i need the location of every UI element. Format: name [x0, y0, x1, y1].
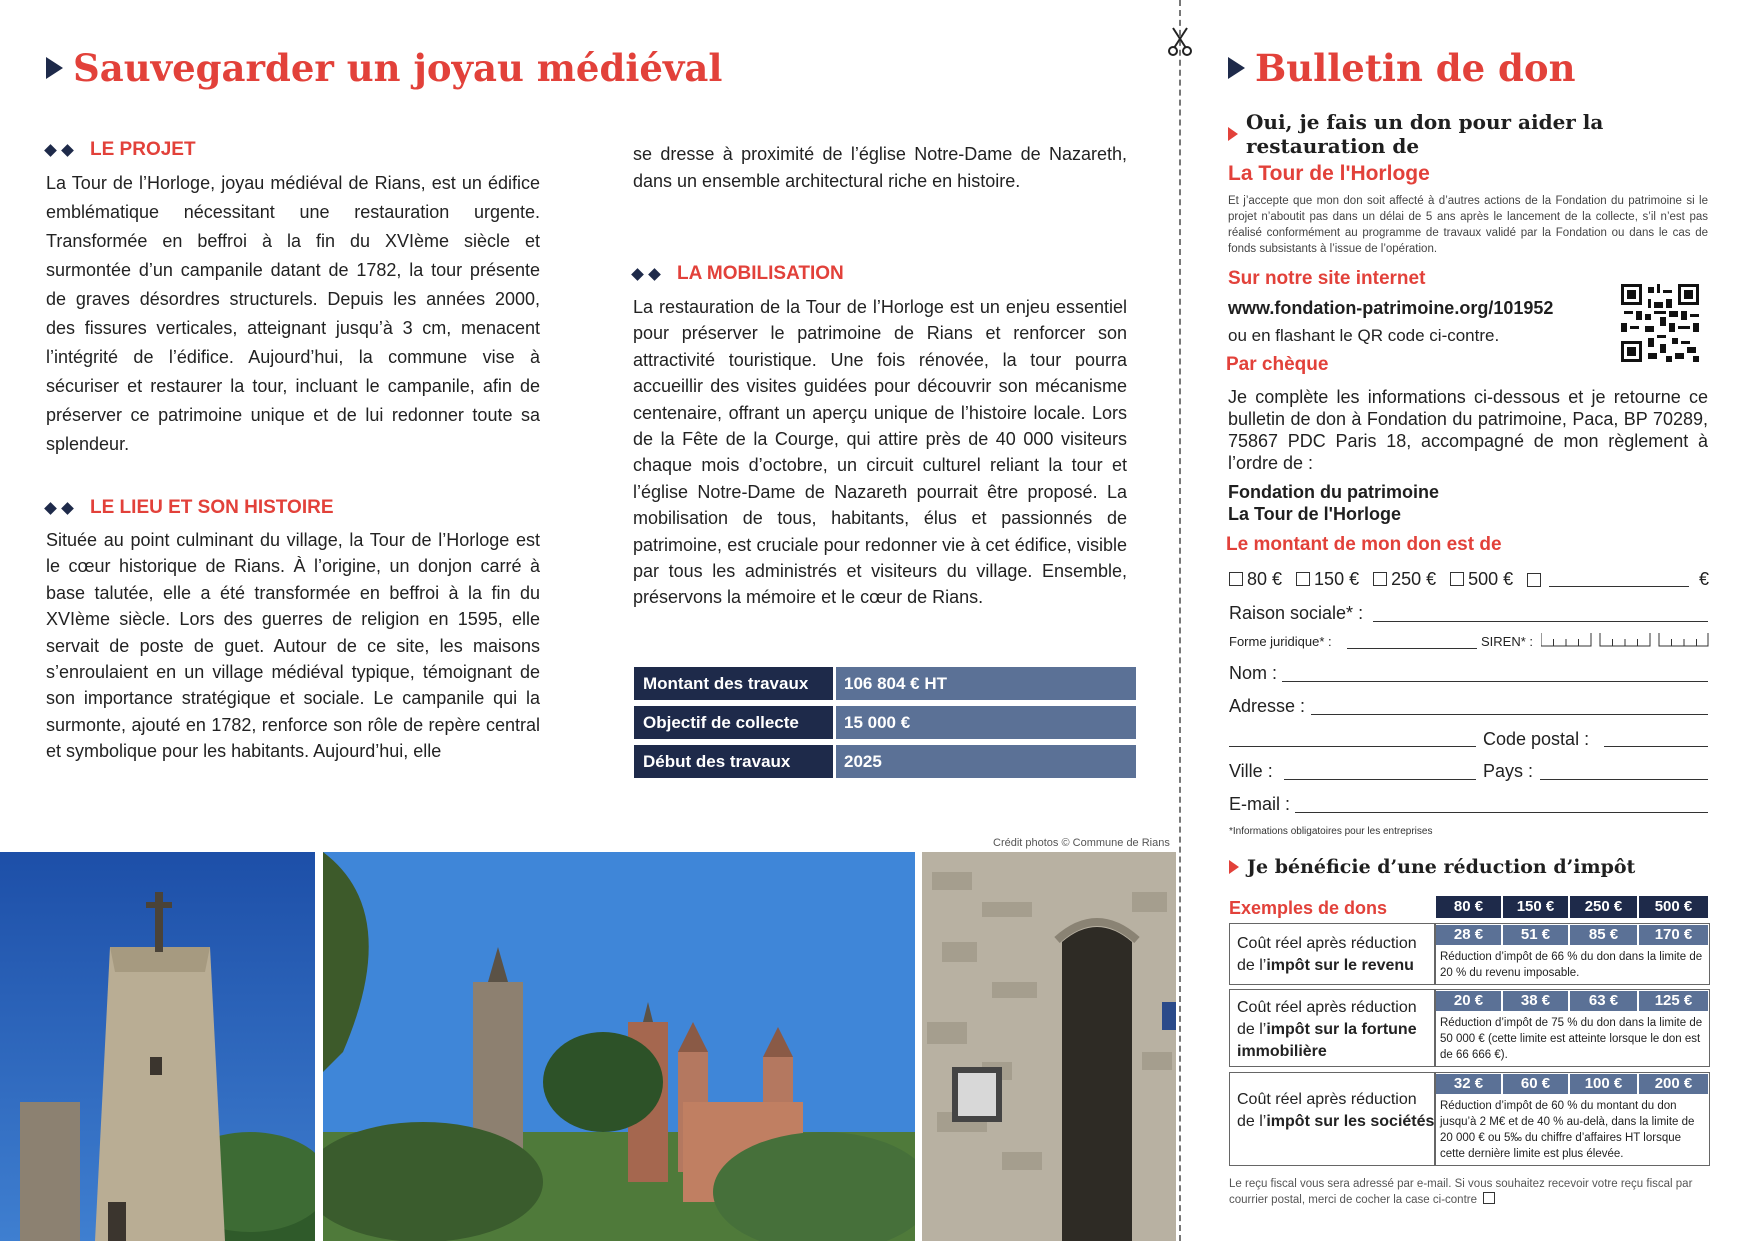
web-heading: Sur notre site internet [1228, 268, 1426, 289]
checkbox-icon[interactable] [1450, 572, 1464, 586]
tax-row-value: 60 € [1503, 1074, 1568, 1094]
tax-row-note: Réduction d’impôt de 66 % du don dans la limite de 20 % du revenu imposable. [1440, 951, 1703, 979]
tax-row-label: Coût réel après réduction de l’impôt sur la fortune immobilière [1237, 999, 1417, 1060]
tax-arrow-icon [1229, 860, 1239, 874]
title-arrow-icon [1228, 57, 1245, 79]
tax-row-value: 51 € [1503, 925, 1568, 945]
pays-field[interactable] [1540, 778, 1708, 780]
forme-label: Forme juridique* : [1229, 634, 1332, 649]
lieu-text-continuation: se dresse à proximité de l’église Notre-Dame de Nazareth, dans un ensemble architectural riche en histoire. [633, 144, 1127, 191]
tax-heading-block [1229, 856, 1635, 878]
pledge-arrow-icon [1228, 127, 1238, 141]
ville-field[interactable] [1284, 778, 1476, 780]
ville-label: Ville : [1229, 761, 1273, 781]
amount-options [1229, 569, 1709, 590]
checkbox-icon[interactable] [1229, 572, 1243, 586]
pays-label: Pays : [1483, 761, 1534, 781]
photo-village [323, 852, 915, 1241]
photo-credit: Crédit photos © Commune de Rians [993, 837, 1170, 849]
diamond-bullets-icon [46, 497, 80, 519]
payee-line-1: Fondation du patrimoine [1228, 482, 1439, 502]
examples-label: Exemples de dons [1229, 898, 1388, 918]
tax-row-note: Réduction d’impôt de 75 % du don dans la limite de 50 000 € (cette limite est atteinte lorsque le don est de 66 666 €). [1440, 1017, 1703, 1061]
tax-row-value: 38 € [1503, 991, 1568, 1011]
tax-row-value: 170 € [1639, 925, 1708, 945]
checkbox-icon[interactable] [1527, 573, 1541, 587]
siren-label: SIREN* : [1481, 634, 1534, 649]
scissors-icon [1167, 26, 1193, 56]
tax-row-value: 28 € [1436, 925, 1501, 945]
title-arrow-icon [46, 57, 63, 79]
section-heading-lieu: LE LIEU ET SON HISTOIRE [46, 497, 334, 519]
tax-row-label: Coût réel après réduction de l’impôt sur les sociétés [1237, 1091, 1435, 1130]
tax-row-value: 200 € [1639, 1074, 1708, 1094]
other-amount-field[interactable] [1549, 572, 1689, 587]
tax-row-note: Réduction d’impôt de 60 % du montant du don jusqu’à 2 M€ et de 40 % au-delà, dans la limite de 20 000 € ou 5‰ du chiffre d’affaires HT lorsque cette dernière limite est plus élevée. [1440, 1100, 1695, 1160]
amount-heading: Le montant de mon don est de [1226, 534, 1502, 555]
tax-heading: Je bénéficie d’une réduction d’impôt [1247, 856, 1636, 878]
cheque-heading: Par chèque [1226, 354, 1329, 375]
tax-row-label: Coût réel après réduction de l’impôt sur le revenu [1237, 935, 1417, 974]
cp-field[interactable] [1604, 745, 1708, 747]
cp-label: Code postal : [1483, 729, 1590, 749]
web-qr-text: ou en flashant le QR code ci-contre. [1228, 326, 1500, 345]
facts-row: Début des travaux 2025 [634, 745, 1136, 778]
pledge-line: Oui, je fais un don pour aider la restauration de [1246, 110, 1604, 158]
raison-label: Raison sociale* : [1229, 603, 1364, 623]
lieu-text: Située au point culminant du village, la Tour de l’Horloge est le cœur historique de Rians. À l’origine, un donjon carré à base talutée, elle a été transformée en beffroi à la fin du XVIème siècle. Lors des guerres de religion en 1595, elle servait de poste de guet. Autour de ce site, les maisons s’enroulaient en un village médiéval typique, témoignant de son importance stratégique et sociale. Le campanile qui la surmonte, ajouté en 1782, renforce son rôle de repère central et symbolique pour les habitants. Aujourd’hui, elle [46, 530, 540, 762]
photo-doorway [922, 852, 1176, 1241]
section-heading-mobilisation: LA MOBILISATION [633, 263, 844, 285]
forme-field[interactable] [1347, 647, 1477, 649]
raison-field[interactable] [1373, 620, 1708, 622]
disclaimer: Et j’accepte que mon don soit affecté à d’autres actions de la Fondation du patrimoine si le projet n’aboutit pas dans un délai de 5 ans après le lancement de la collecte, s’il n’est pas réalisé conformément au programme de travaux validé par la Fondation ou dans le cas de fonds subsistants à l’issue de l’opération. [1228, 195, 1708, 255]
section-heading-projet: LE PROJET [46, 139, 196, 161]
adresse-label: Adresse : [1229, 696, 1306, 716]
payee-block [1228, 481, 1439, 525]
receipt-note: Le reçu fiscal vous sera adressé par e-mail. Si vous souhaitez recevoir votre reçu fiscal par courrier postal, merci de cocher la case ci-contre [1229, 1178, 1693, 1206]
amount-option-other[interactable]: € [1527, 569, 1709, 590]
photo-tower [0, 852, 315, 1241]
cut-line [1179, 0, 1181, 1241]
facts-table [634, 667, 1136, 784]
page-title-block [46, 46, 722, 90]
email-label: E-mail : [1229, 794, 1291, 814]
amount-option-500[interactable]: 500 € [1450, 569, 1513, 590]
diamond-bullets-icon [633, 263, 667, 285]
example-amount: 250 € [1570, 896, 1637, 918]
projet-text: La Tour de l’Horloge, joyau médiéval de Rians, est un édifice emblématique nécessitant une restauration urgente. Transformée en beffroi à la fin du XVIème siècle et surmontée d’un campanile datant de 1782, la tour présente de graves désordres structurels. Depuis les années 2000, des fissures verticales, atteignant jusqu’à 3 cm, menacent l’intégrité de l’édifice. Aujourd’hui, la commune vise à sécuriser et restaurer la tour, incluant le campanile, afin de préserver ce patrimoine unique et de lui redonner toute sa splendeur. [46, 173, 540, 454]
qr-code-icon[interactable] [1621, 284, 1699, 362]
checkbox-icon[interactable] [1296, 572, 1310, 586]
tax-row-value: 32 € [1436, 1074, 1501, 1094]
form-title: Bulletin de don [1255, 46, 1576, 90]
checkbox-icon[interactable] [1373, 572, 1387, 586]
web-url[interactable]: www.fondation-patrimoine.org/101952 [1228, 298, 1554, 318]
amount-option-150[interactable]: 150 € [1296, 569, 1359, 590]
tax-row-value: 20 € [1436, 991, 1501, 1011]
tax-row-value: 100 € [1570, 1074, 1637, 1094]
nom-field[interactable] [1282, 680, 1708, 682]
mobilisation-text: La restauration de la Tour de l’Horloge est un enjeu essentiel pour préserver le patrimoine de Rians et renforcer son attractivité touristique. Une fois rénovée, la tour pourra accueillir des visites guidées pour découvrir son mécanisme centenaire, offrant un aperçu unique de l’histoire locale. Lors de la Fête de la Courge, qui attire près de 40 000 visiteurs chaque mois d’octobre, un circuit culturel reliant la tour et l’église Notre-Dame de Nazareth pourrait être proposé. La mobilisation de tous, habitants, élus et passionnés de patrimoine, est cruciale pour redonner vie à cet édifice, visible par tous les administrés et visiteurs du village. Ensemble, préservons la mémoire et le cœur de Rians. [633, 297, 1127, 608]
example-amount: 80 € [1436, 896, 1501, 918]
project-name: La Tour de l'Horloge [1228, 162, 1430, 185]
nom-label: Nom : [1229, 663, 1278, 683]
tax-row-value: 85 € [1570, 925, 1637, 945]
adresse-field-2[interactable] [1229, 745, 1476, 747]
pledge-block [1228, 110, 1718, 186]
cheque-text: Je complète les informations ci-dessous et je retourne ce bulletin de don à Fondation du patrimoine, Paca, BP 70289, 75867 PDC Paris 18, accompagné de mon règlement à l’ordre de : [1228, 387, 1708, 473]
example-amount: 500 € [1639, 896, 1708, 918]
facts-row: Objectif de collecte 15 000 € [634, 706, 1136, 739]
receipt-checkbox-icon[interactable] [1483, 1192, 1495, 1204]
payee-line-2: La Tour de l'Horloge [1228, 504, 1401, 524]
tax-row-value: 63 € [1570, 991, 1637, 1011]
diamond-bullets-icon [46, 139, 80, 161]
adresse-field[interactable] [1311, 713, 1708, 715]
amount-option-250[interactable]: 250 € [1373, 569, 1436, 590]
amount-option-80[interactable]: 80 € [1229, 569, 1282, 590]
mandatory-note: *Informations obligatoires pour les entreprises [1229, 826, 1433, 837]
facts-row: Montant des travaux 106 804 € HT [634, 667, 1136, 700]
example-amount: 150 € [1503, 896, 1568, 918]
email-field[interactable] [1295, 811, 1708, 813]
siren-field[interactable] [1541, 633, 1709, 647]
tax-row-value: 125 € [1639, 991, 1708, 1011]
page-title: Sauvegarder un joyau médiéval [73, 46, 723, 90]
form-title-block [1228, 46, 1576, 90]
